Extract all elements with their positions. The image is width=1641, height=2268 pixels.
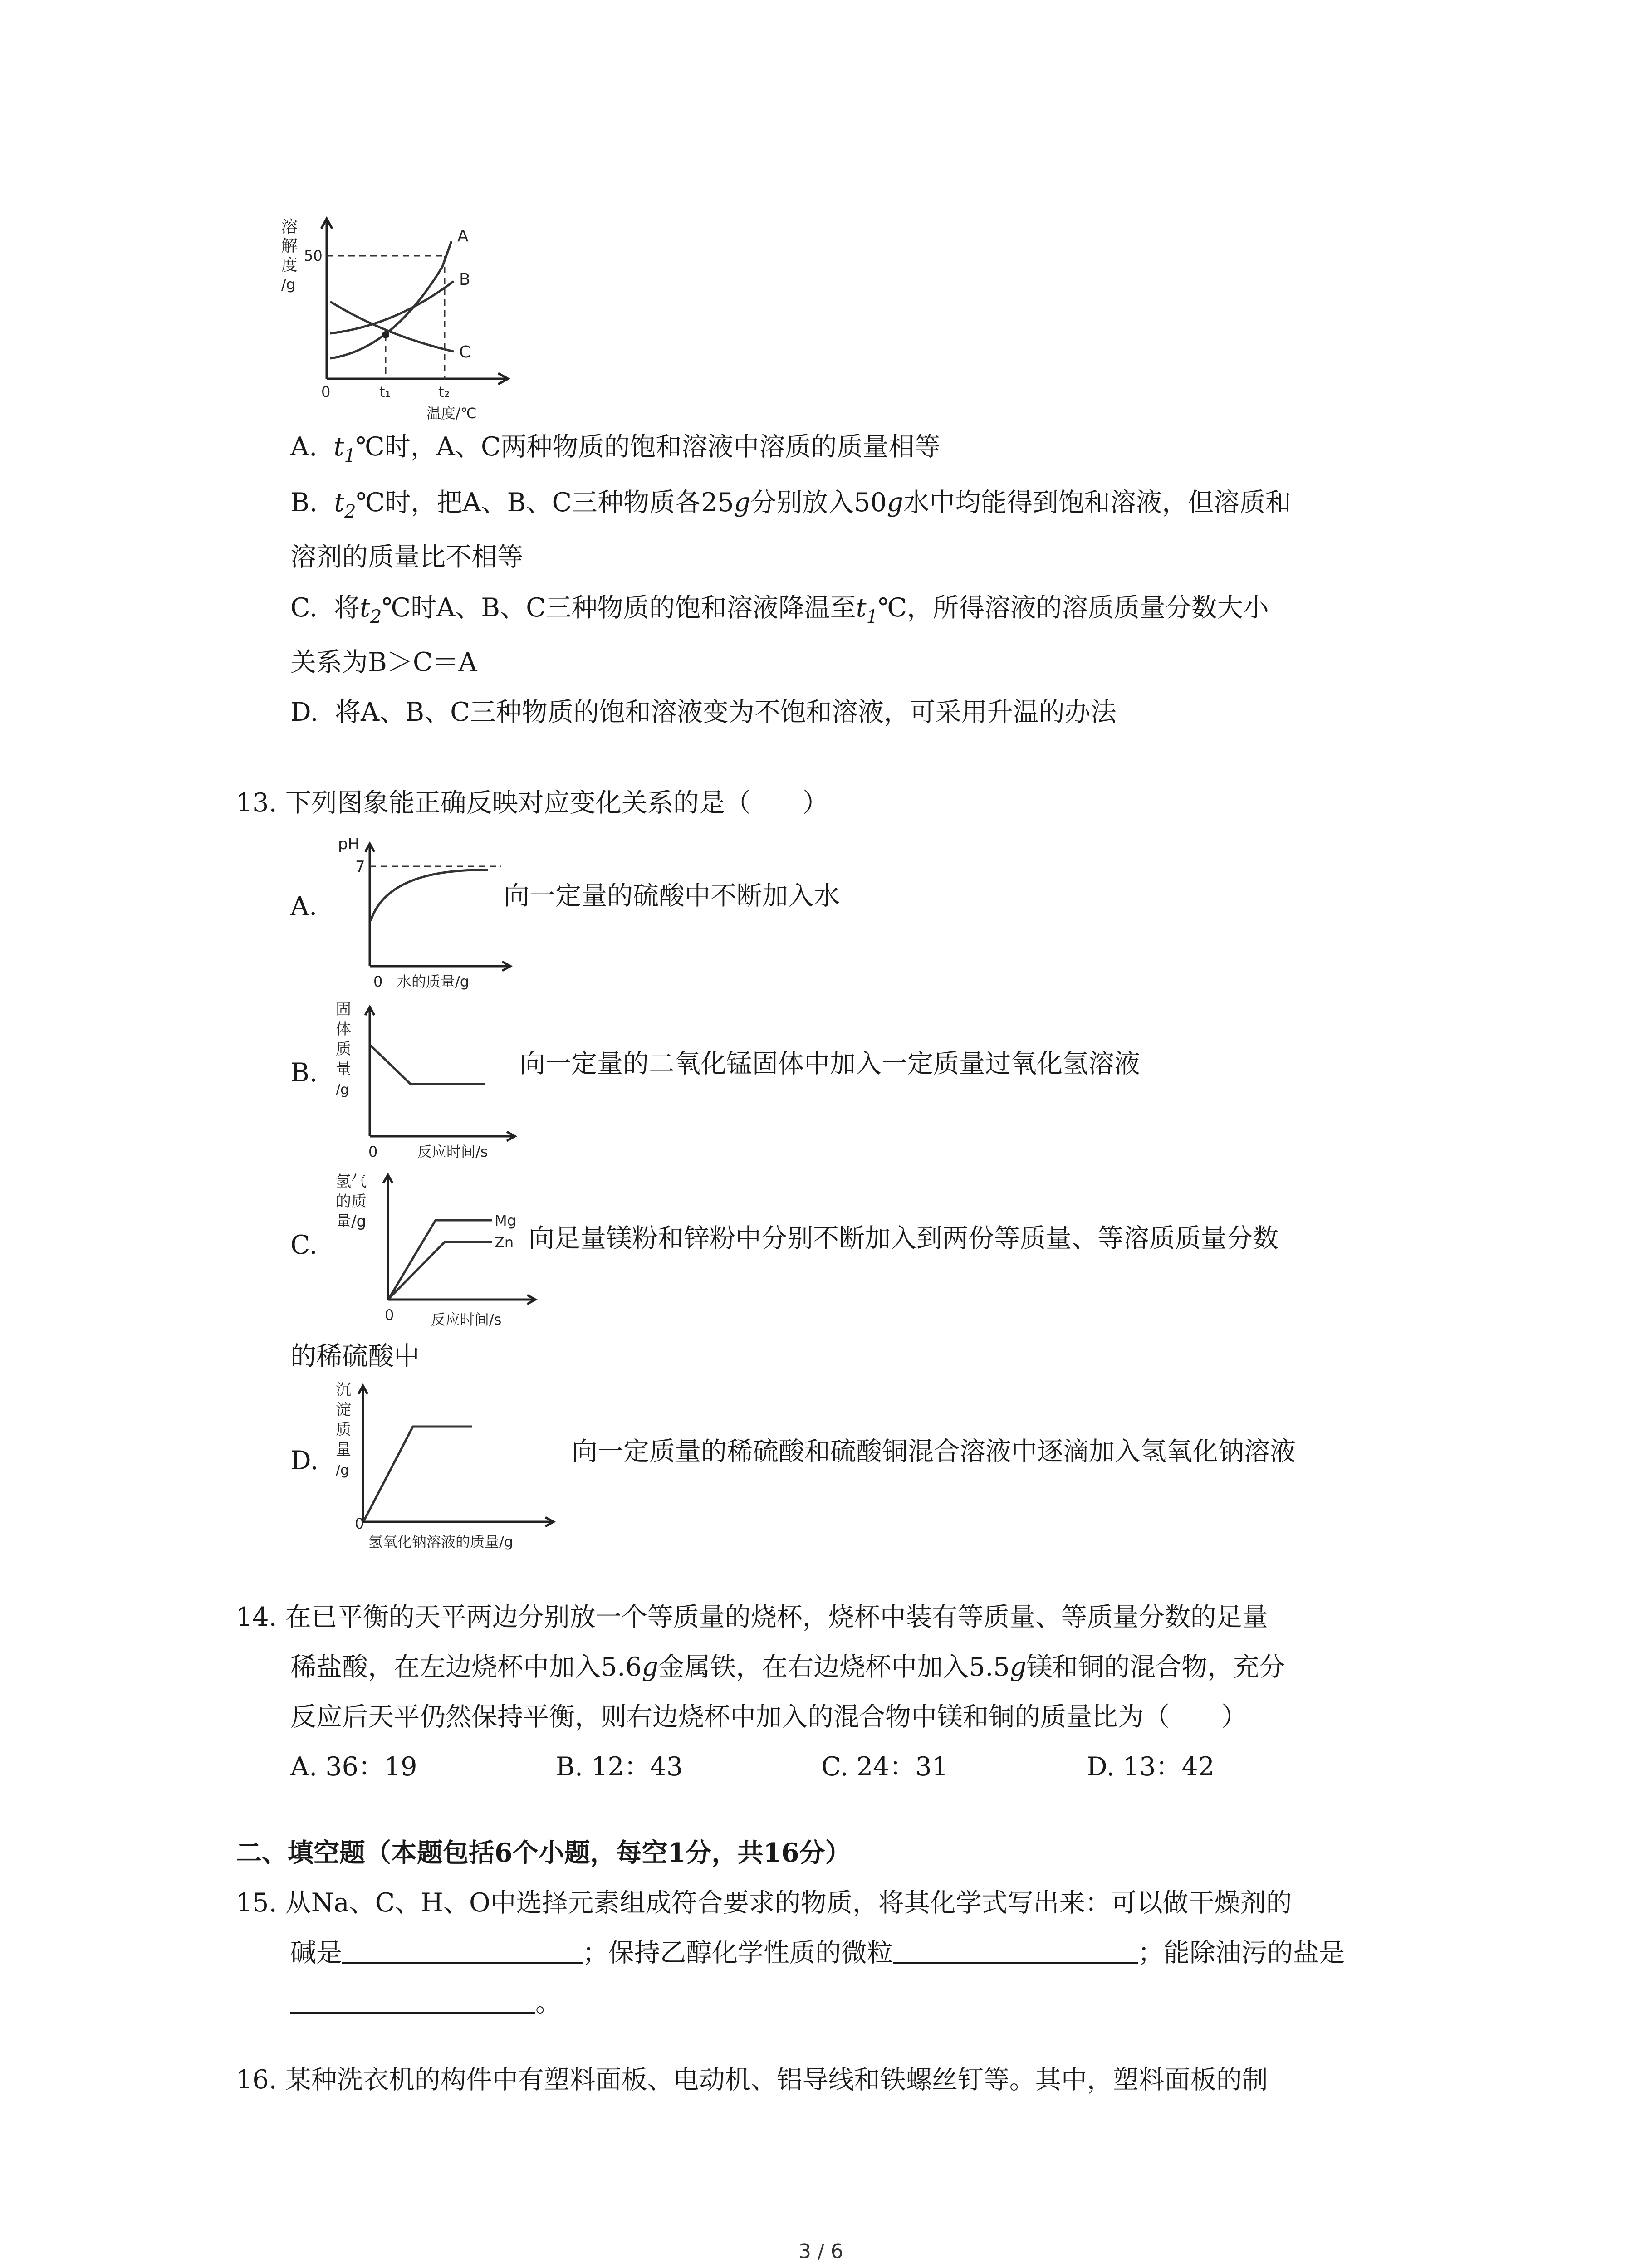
q13-graph-a [338, 830, 519, 1002]
x-tick-t1: t₁ [379, 383, 391, 401]
section-title: 二、填空题（本题包括6个小题，每空1分，共16分） [236, 1838, 851, 1868]
series-label-Mg: Mg [495, 1212, 516, 1229]
y-axis-label-char: /g [336, 1082, 349, 1098]
answer-blank[interactable] [290, 1987, 535, 2014]
y-axis-label-char: /g [336, 1462, 349, 1478]
x-axis-label: 水的质量/g [397, 973, 470, 990]
origin-label: 0 [368, 1143, 378, 1160]
x-axis-label: 反应时间/s [431, 1311, 502, 1328]
q13-option-d-text: 向一定质量的稀硫酸和硫酸铜混合溶液中逐滴加入氢氧化钠溶液 [572, 1437, 1296, 1466]
y-axis-label-char: 质 [336, 1421, 351, 1439]
origin-label: 0 [321, 383, 331, 401]
y-axis-label-char: 沉 [336, 1381, 351, 1399]
q14-option: A. 36：19 [290, 1752, 417, 1782]
answer-blank[interactable] [342, 1937, 583, 1964]
x-tick-t2: t₂ [438, 383, 450, 401]
series-label-Zn: Zn [495, 1234, 514, 1251]
q15-line1: 15. 从Na、C、H、O中选择元素组成符合要求的物质，将其化学式写出来：可以做干燥剂的 [236, 1888, 1292, 1918]
q13-stem: 13. 下列图象能正确反映对应变化关系的是（ ） [236, 788, 828, 818]
q13-graph-d [336, 1377, 590, 1554]
q13-option-a-letter: A. [290, 891, 318, 921]
page-number: 3 / 6 [798, 2240, 843, 2263]
series-label-B: B [459, 270, 470, 289]
y-axis-label-char: 溶 [281, 218, 298, 236]
q14-option: D. 13：42 [1087, 1752, 1215, 1782]
q12-option-b-line2: 溶剂的质量比不相等 [290, 542, 523, 572]
q12-option-b: B. $t_2℃$时，把A、B、C三种物质各25g分别放入50g水中均能得到饱和溶液，但溶质和 [290, 488, 1292, 522]
x-axis-label: 反应时间/s [417, 1143, 488, 1160]
series-label-C: C [459, 343, 471, 362]
q15-line2: 碱是 ；保持乙醇化学性质的微粒 ；能除油污的盐是 [290, 1938, 1345, 1968]
q13-option-b-letter: B. [290, 1058, 318, 1088]
y-tick-label: 50 [304, 247, 323, 264]
y-axis-label-char: /g [281, 276, 296, 293]
q16-line1: 16. 某种洗衣机的构件中有塑料面板、电动机、铝导线和铁螺丝钉等。其中，塑料面板的制 [236, 2065, 1268, 2095]
y-axis-label-char: 淀 [336, 1401, 351, 1419]
q13-option-c-letter: C. [290, 1230, 318, 1260]
y-axis-label-char: 质 [336, 1040, 351, 1058]
series-label-A: A [457, 227, 469, 245]
y-axis-label-char: 解 [281, 237, 298, 255]
q13-option-b-text: 向一定量的二氧化锰固体中加入一定质量过氧化氢溶液 [519, 1049, 1140, 1079]
y-axis-label-char: 固 [336, 1000, 351, 1018]
q14-line3: 反应后天平仍然保持平衡，则右边烧杯中加入的混合物中镁和铜的质量比为（ ） [290, 1702, 1247, 1732]
y-tick-label: 7 [355, 858, 365, 876]
origin-label: 0 [385, 1306, 394, 1324]
y-axis-label-char: 量 [336, 1441, 351, 1459]
y-axis-label-char: 量/g [336, 1212, 367, 1231]
q12-option-d: D. 将A、B、C三种物质的饱和溶液变为不饱和溶液，可采用升温的办法 [290, 697, 1117, 727]
q15-line3: 。 [290, 1984, 561, 2021]
q13-option-a-text: 向一定量的硫酸中不断加入水 [504, 881, 840, 911]
answer-blank[interactable] [893, 1937, 1138, 1964]
x-axis-label: 氢氧化钠溶液的质量/g [368, 1533, 514, 1550]
y-axis-label-char: 量 [336, 1060, 351, 1078]
y-axis-label-char: 的质 [336, 1193, 367, 1211]
y-axis-label-char: 度 [281, 256, 298, 274]
q13-option-c-line2: 的稀硫酸中 [290, 1341, 420, 1371]
q14-option: C. 24：31 [821, 1752, 948, 1782]
q14-line2: 稀盐酸，在左边烧杯中加入5.6g金属铁，在右边烧杯中加入5.5g镁和铜的混合物，充分 [290, 1652, 1285, 1682]
q12-option-c: C. 将$t_2℃$时A、B、C三种物质的饱和溶液降温至$t_1℃$，所得溶液的溶质质量分数大小 [290, 593, 1269, 627]
q13-option-c-text: 向足量镁粉和锌粉中分别不断加入到两份等质量、等溶质质量分数 [529, 1223, 1279, 1253]
q12-option-a: A. $t_1℃$时，A、C两种物质的饱和溶液中溶质的质量相等 [290, 432, 941, 466]
solubility-curve-figure [272, 213, 526, 426]
y-axis-label: pH [338, 835, 360, 853]
q14-line1: 14. 在已平衡的天平两边分别放一个等质量的烧杯，烧杯中装有等质量、等质量分数的足量 [236, 1602, 1268, 1632]
q13-graph-b [336, 998, 535, 1170]
q12-option-c-line2: 关系为B＞C＝A [290, 647, 477, 677]
origin-label: 0 [373, 973, 383, 990]
x-axis-label: 温度/℃ [426, 405, 477, 422]
q13-option-d-letter: D. [290, 1446, 318, 1476]
y-axis-label-char: 氢气 [336, 1173, 367, 1191]
origin-label: 0 [355, 1515, 364, 1532]
y-axis-label-char: 体 [336, 1020, 351, 1038]
q14-option: B. 12：43 [556, 1752, 683, 1782]
q13-graph-c [336, 1170, 554, 1343]
